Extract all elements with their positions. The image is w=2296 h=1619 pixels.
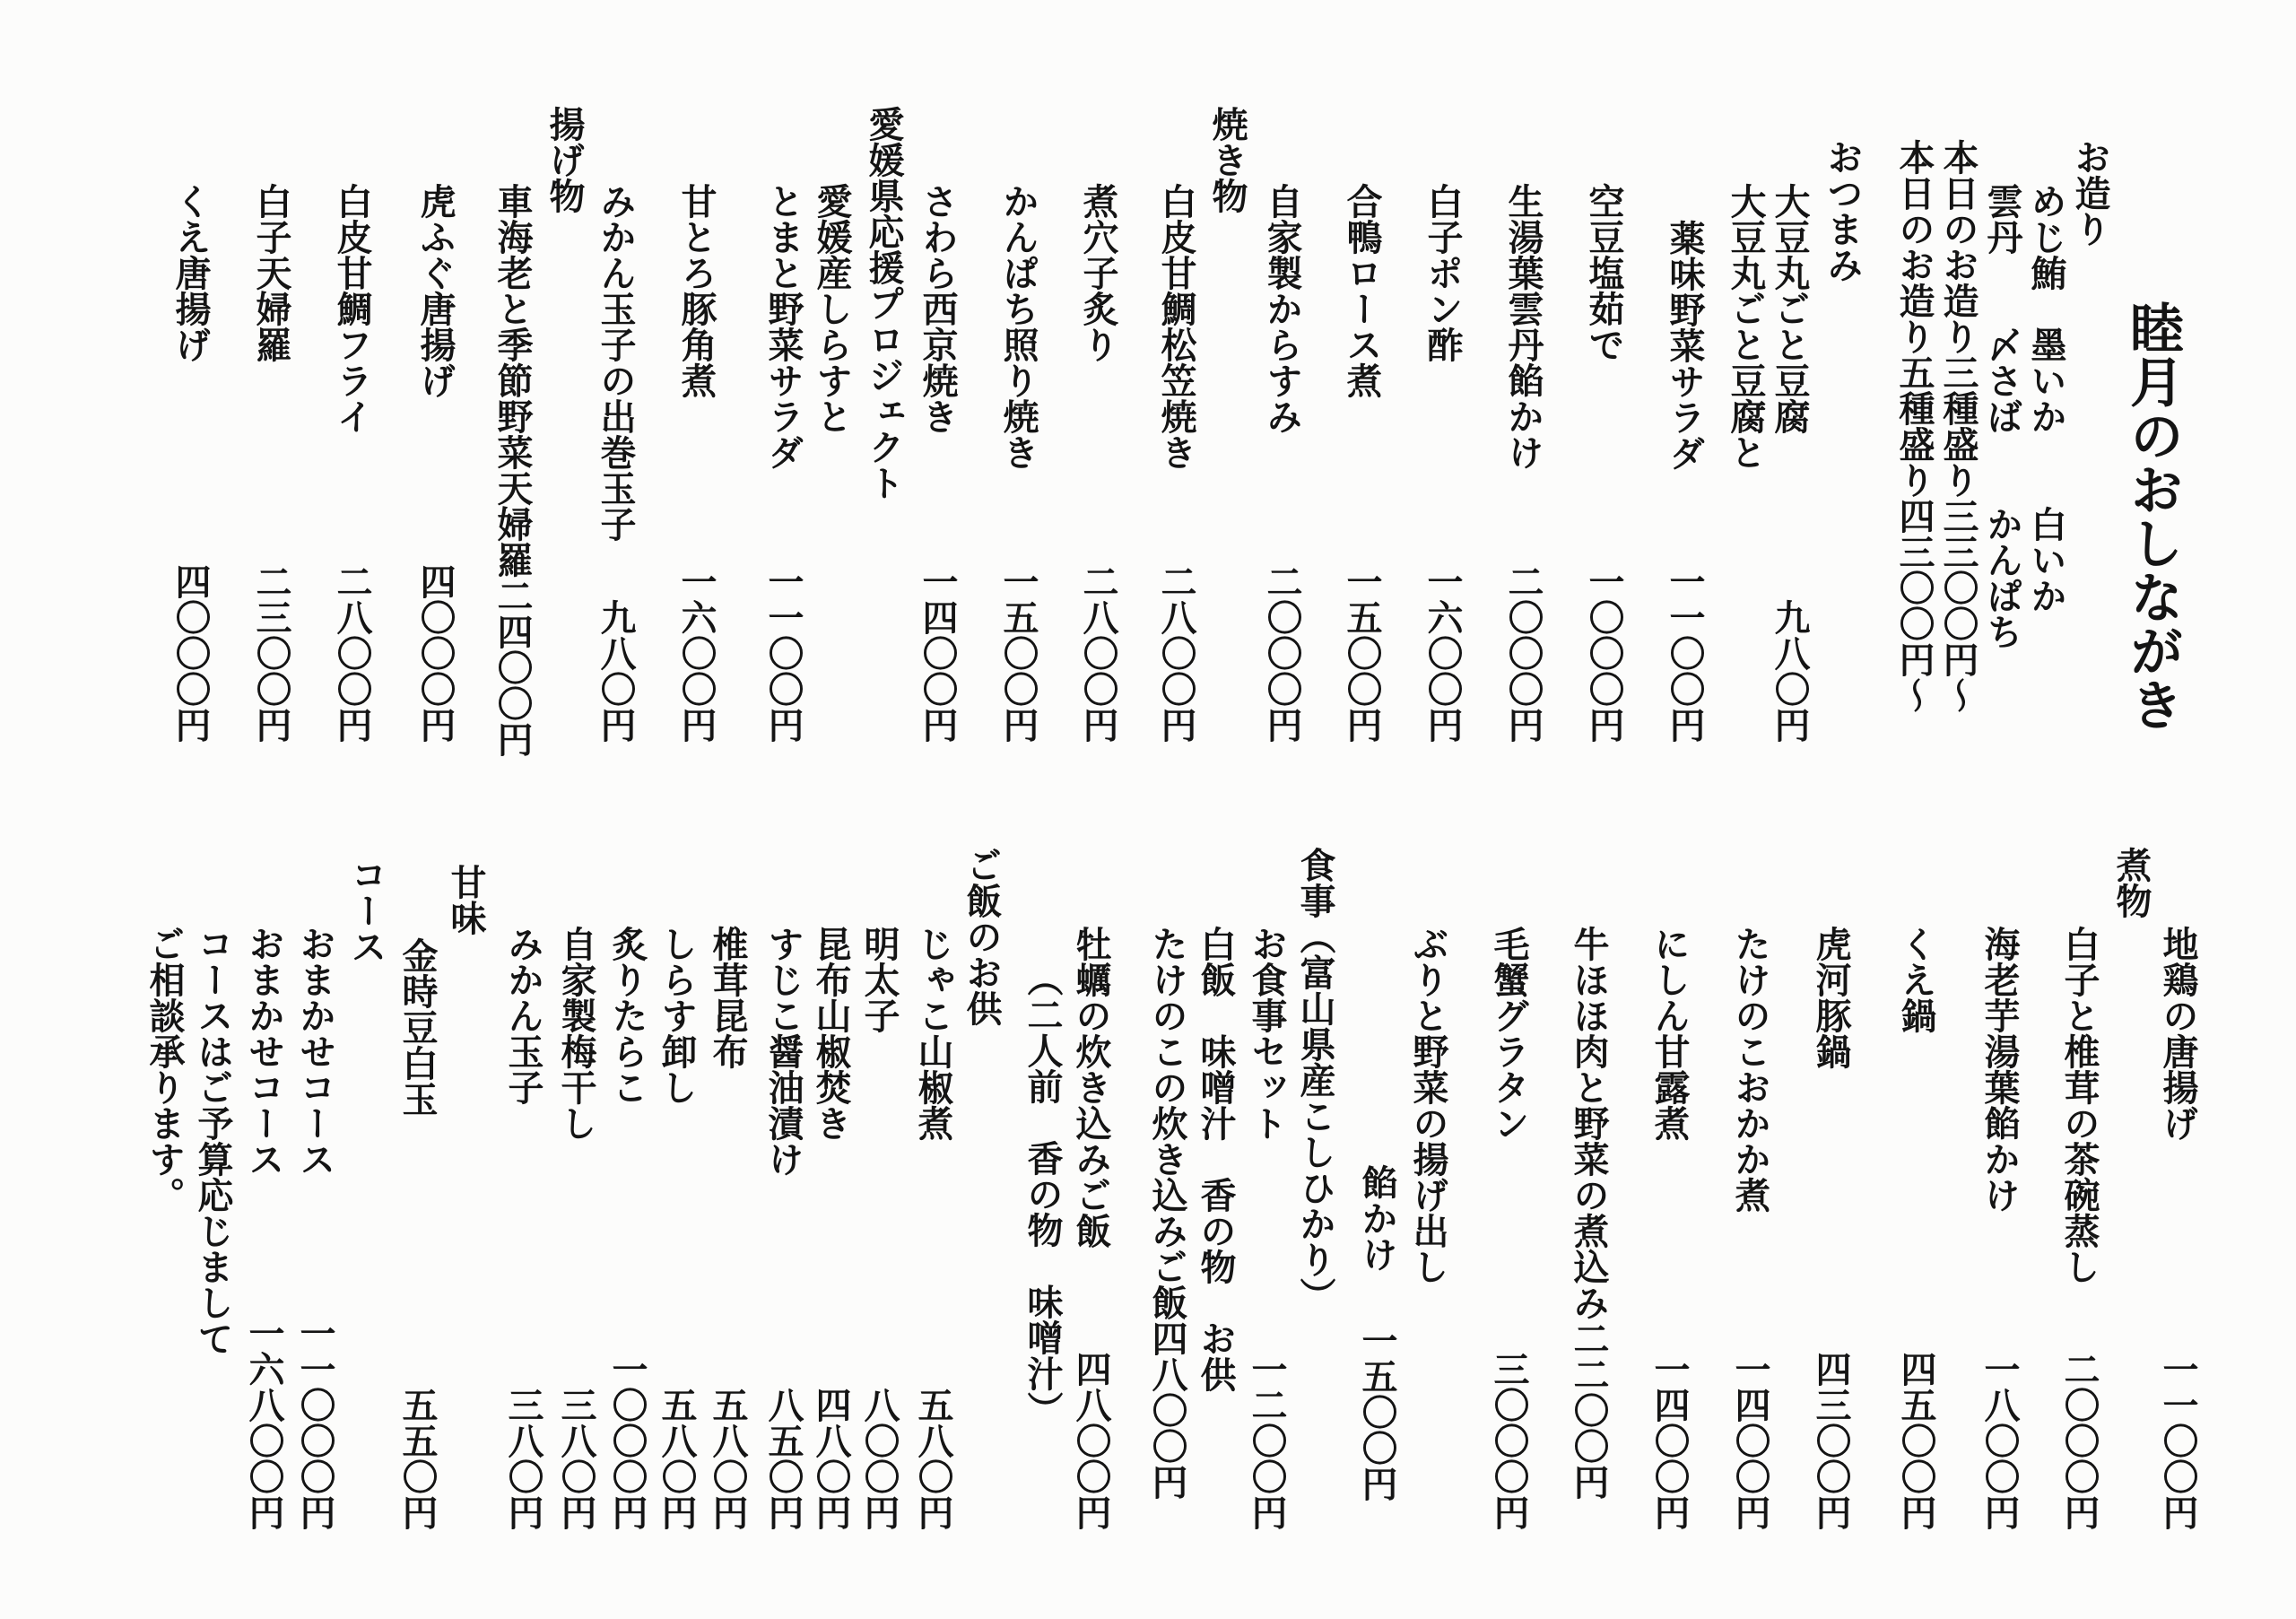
menu-item-name-continued: 餡かけ [1356,1164,1398,1272]
sashimi-fish-line: めじ鮪 墨いか 白いか [2025,183,2067,614]
menu-item-name: 虎ふぐ唐揚げ [414,183,457,398]
menu-item-price: 一四〇〇円 [917,563,959,743]
menu-item-name: くえ鍋 [1895,926,1937,1033]
menu-item-detail: （二人前 香の物 味噌汁） [1022,961,1064,1427]
menu-item-price: 九八〇円 [595,599,637,743]
menu-item-name: 白皮甘鯛フライ [331,183,373,434]
menu-item-price: 三八〇円 [502,1387,544,1530]
menu-item-name: たけのこの炊き込みご飯 [1146,926,1188,1320]
menu-item-name: しらす卸し [656,926,698,1105]
section-header-otsumami: おつまみ [1822,139,1864,283]
menu-item-price: 二八〇〇円 [1077,563,1119,743]
menu-item-price: 二〇〇〇円 [1502,563,1544,743]
menu-item-price: 三三〇〇円～ [1937,498,1979,713]
menu-item-name: かんぱち照り焼き [997,183,1039,470]
menu-item-price: 一四〇〇円 [1648,1351,1691,1530]
section-header-gohan-no-otomo: ご飯のお供 [961,847,1003,1026]
menu-item-name: おまかせコース [294,926,336,1177]
menu-item-price: 四〇〇〇円 [414,563,457,743]
section-header-kanmi: 甘味 [445,864,487,936]
menu-item-price: 一六八〇〇円 [243,1315,285,1530]
menu-item-name: 合鴨ロース煮 [1341,183,1383,398]
menu-item-price: 四八〇〇円 [1146,1320,1188,1500]
menu-item-price: 九八〇円 [1769,599,1811,743]
menu-item-name: 自家製梅干し [555,926,597,1141]
menu-item-name: 甘とろ豚角煮 [675,183,718,398]
menu-item-price: 一五〇〇円 [997,563,1039,743]
menu-item-price: 一一〇〇円 [762,563,804,743]
menu-item-name: 毛蟹グラタン [1488,926,1530,1141]
menu-item-name: 本日のお造り五種盛り [1893,139,1935,498]
menu-item-name: じゃこ山椒煮 [912,926,954,1141]
menu-item-price: 一〇〇〇円 [1583,563,1625,743]
section-header-course: コース [345,857,387,964]
menu-item-price: 五八〇円 [656,1387,698,1530]
menu-item [491,183,534,757]
menu-item-price: 一一〇〇〇円 [294,1315,336,1530]
menu-item-name: 昆布山椒焚き [810,926,852,1141]
course-note: ご相談承ります。 [144,926,186,1213]
menu-item-name: くえ唐揚げ [170,183,212,362]
menu-item-price: 一五〇〇円 [1341,563,1383,743]
menu-item-name: お食事セット [1246,926,1288,1141]
menu-item-name: 生湯葉雲丹餡かけ [1502,183,1544,470]
menu-item-price: 二二〇〇円 [1568,1320,1610,1500]
menu-item-price: 五八〇円 [707,1387,749,1530]
menu-item-name-continued: 薬味野菜サラダ [1664,220,1706,471]
menu-item-price: 一一〇〇円 [2157,1351,2199,1530]
menu-item-name: 椎茸昆布 [707,926,749,1069]
menu-item-detail: 白飯 味噌汁 香の物 お供 [1195,926,1237,1392]
section-header-ehime-project: 愛媛県応援プロジェクト [863,106,905,500]
menu-item-price: 一四〇〇円 [1729,1351,1771,1530]
menu-item-name: 愛媛産しらすと [811,183,853,434]
section-header-shokuji [1294,847,1336,1313]
menu-item-price: 二〇〇〇円 [1261,563,1303,743]
menu-item-price: 二〇〇〇円 [2058,1351,2100,1530]
menu-item-name: 本日のお造り三種盛り [1937,139,1979,498]
course-note: コースはご予算応じまして [192,926,234,1356]
menu-item-price: 五五〇円 [396,1387,439,1530]
menu-item-price: 一六〇〇円 [675,563,718,743]
menu-item-name-continued: とまと野菜サラダ [762,183,804,470]
menu-item-price: 一一〇〇円 [1664,563,1706,743]
menu-item-price: 一〇〇〇円 [606,1351,648,1530]
menu-item [1568,926,1610,1500]
section-header-agemono: 揚げ物 [544,106,586,213]
menu-item-price: 一六〇〇円 [1422,563,1464,743]
section-header-otsukuri: お造り [2069,139,2111,247]
menu-item-name: 白子ポン酢 [1422,183,1464,362]
menu-item-price: 一二〇〇円 [1246,1351,1288,1530]
menu-item-price: 三八〇円 [555,1387,597,1530]
menu-item-name: 炙りたらこ [606,926,648,1105]
menu-item-name: 明太子 [858,926,900,1033]
menu-item-name: みかん玉子の出巻玉子 [595,183,637,542]
menu-item-name: 白子と椎茸の茶碗蒸し [2058,926,2100,1284]
section-header-yakimono: 焼き物 [1206,106,1248,213]
menu-item-name: 地鶏の唐揚げ [2157,926,2199,1141]
menu-item-name: 白皮甘鯛松笠焼き [1155,183,1197,470]
menu-item-name: にしん甘露煮 [1648,926,1691,1141]
menu-title: 睦月のおしながき [2121,300,2184,731]
section-header-nimono: 煮物 [2110,847,2152,918]
section-header-title: 食事 [1294,847,1336,918]
menu-item-name: 大豆丸ごと豆腐 [1769,183,1811,434]
menu-item-price: 四三〇〇円～ [1893,498,1935,713]
menu-item-name: 煮穴子炙り [1077,183,1119,362]
menu-item-name: 海老芋湯葉餡かけ [1979,926,2021,1213]
menu-item-name: さわら西京焼き [917,183,959,434]
menu-item-price: 四八〇〇円 [1070,1351,1112,1530]
menu-item-name: たけのこおかか煮 [1729,926,1771,1213]
menu-item-name: すじこ醤油漬け [762,926,804,1177]
menu-item-name: 空豆塩茹で [1583,183,1625,362]
section-header-note: （富山県産こしひかり） [1294,918,1336,1313]
menu-item-name: 自家製からすみ [1261,183,1303,434]
menu-item-name: 白子天婦羅 [250,183,292,362]
menu-item-price: 二四〇〇円 [491,578,534,757]
menu-item-price: 四〇〇〇円 [170,563,212,743]
menu-item [1146,926,1188,1500]
menu-item-price: 四五〇〇円 [1895,1351,1937,1530]
menu-item-price: 四八〇円 [810,1387,852,1530]
menu-item-price: 三〇〇〇円 [1488,1351,1530,1530]
menu-item-price: 一八〇〇円 [1979,1351,2021,1530]
menu-item [1937,139,1979,713]
menu-item-price: 一五〇〇円 [1356,1322,1398,1501]
menu-item-name: おまかせコース [243,926,285,1177]
menu-item-name: 牛ほほ肉と野菜の煮込み [1568,926,1610,1320]
menu-item-price: 二三〇〇円 [250,563,292,743]
menu-item-name: 大豆丸ごと豆腐と [1725,183,1767,470]
sashimi-fish-line: 雲丹 〆さば かんぱち [1981,183,2023,649]
menu-item-name: ぶりと野菜の揚げ出し [1407,926,1449,1284]
menu-item-name: 金時豆白玉 [396,937,439,1117]
menu-item-price: 四三〇〇円 [1810,1351,1852,1530]
menu-item-name: 牡蠣の炊き込みご飯 [1070,926,1112,1249]
menu-item-price: 八五〇円 [762,1387,804,1530]
menu-item-price: 八〇〇円 [858,1387,900,1530]
menu-item-name: 車海老と季節野菜天婦羅 [491,183,534,578]
menu-item-price: 二八〇〇円 [331,563,373,743]
menu-item-name: 虎河豚鍋 [1810,926,1852,1069]
menu-item [1893,139,1935,713]
menu-item-name: みかん玉子 [502,926,544,1105]
menu-item-price: 二八〇〇円 [1155,563,1197,743]
menu-item-price: 五八〇円 [912,1387,954,1530]
